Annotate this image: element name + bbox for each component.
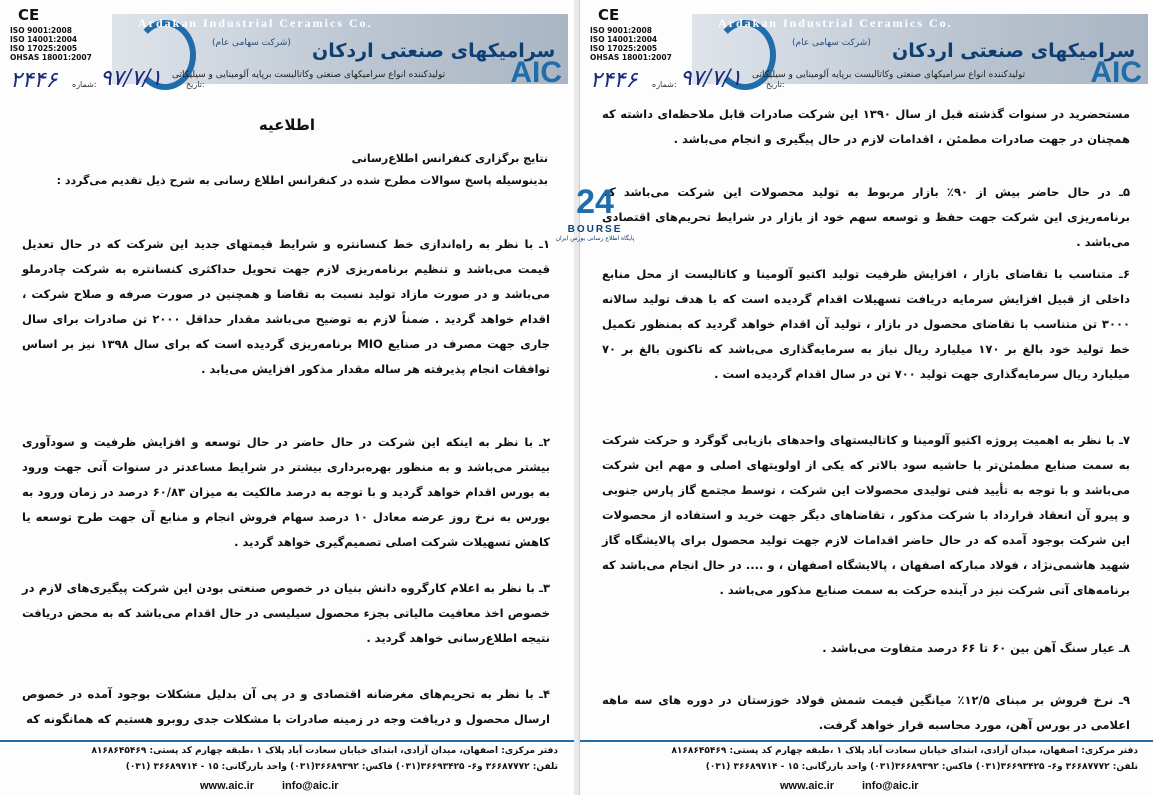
paragraph-8: ۸ـ عیار سنگ آهن بین ۶۰ تا ۶۶ درصد متفاوت می‌باشد . bbox=[822, 641, 1130, 655]
paragraph-3: ۳ـ با نظر به اعلام کارگروه دانش بنیان در خصوص صنعتی بودن این شرکت پیگیری‌های لازم در خصوص اخذ معافیت مالیاتی بجزء محصول سیلیسی در حال اقدام می‌باشد که به محض دریافت نتیجه اطلاع‌رسانی خواهد گردید . bbox=[22, 581, 550, 645]
footer-phones: تلفن: ۳۶۶۸۷۷۷۲ و۶- ۳۶۶۹۳۴۲۵(۰۳۱) فاکس: ۳۶۶۸۹۳۹۲(۰۳۱) واحد بازرگانی: ۱۵ - ۳۶۶۸۹۷۱۴ (۰۳۱) bbox=[125, 762, 558, 772]
document-page-right bbox=[579, 0, 1153, 795]
number-label: شماره: bbox=[72, 80, 97, 89]
watermark-brand: BOURSE bbox=[567, 224, 623, 235]
paragraph-9: ۹ـ نرخ فروش بر مبنای ۱۲/۵٪ میانگین قیمت شمش فولاد خوزستان در دوره های سه ماهه اعلامی در بورس آهن، مورد محاسبه قرار خواهد گرفت. bbox=[602, 693, 1131, 732]
date-number-row bbox=[10, 66, 250, 96]
paragraph-1: ۱ـ با نظر به راه‌اندازی خط کنسانتره و شرایط قیمتهای جدید این شرکت که در حال تعدیل قیمت می‌باشد و تنظیم برنامه‌ریزی لازم جهت تحویل حداکثری کنسانتره به شرکت چادرملو می‌باشد و در صورت مازاد تولید نسبت به تقاضا و همچنین در صورت صرفه و صلاح شرکت ، اقدام خواهد گردید . ضمناً لازم به توضیح می‌باشد مقدار حداقل ۲۰۰۰ تن صادرات برای سال جاری جهت مصرف در صنایع MIO برنامه‌ریزی گردیده است که برای سال ۱۳۹۸ نیز بر اساس توافقات انجام پذیرفته هر ساله مقدار مذکور افزایش می‌یابد . bbox=[22, 237, 551, 376]
brand-logo: AIC bbox=[1090, 56, 1142, 89]
company-name-fa: سرامیکهای صنعتی اردکان bbox=[892, 40, 1136, 62]
footer bbox=[580, 740, 1153, 795]
handwritten-date: ۹۷/۷/۱ bbox=[100, 66, 163, 91]
company-type: (شرکت سهامی عام) bbox=[212, 38, 291, 48]
letterhead bbox=[0, 0, 574, 118]
date-number-row bbox=[590, 66, 830, 96]
paragraph-4: ۴ـ با نظر به تحریم‌های مغرضانه اقتصادی و در پی آن بدلیل مشکلات بوجود آمده در خصوص ارسال محصول و دریافت وجه در زمینه صادرات با مشکلات جدی روبرو هستیم که همانگونه که bbox=[22, 687, 550, 726]
footer-address: دفتر مرکزی: اصفهان، میدان آزادی، ابتدای خیابان سعادت آباد پلاک ۱ ،طبقه چهارم کد پستی: ۸۱۶۸۶۴۵۴۶۹ bbox=[671, 746, 1138, 756]
watermark-number: 24 bbox=[576, 183, 614, 221]
website-link[interactable]: www.aic.ir bbox=[200, 780, 255, 792]
footer-address: دفتر مرکزی: اصفهان، میدان آزادی، ابتدای خیابان سعادت آباد پلاک ۱ ،طبقه چهارم کد پستی: ۸۱۶۸۶۴۵۴۶۹ bbox=[91, 746, 558, 756]
certifications: ISO 9001:2008 ISO 14001:2004 ISO 17025:2005 OHSAS 18001:2007 bbox=[10, 26, 92, 62]
number-label: شماره: bbox=[652, 80, 677, 89]
handwritten-date: ۹۷/۷/۱ bbox=[680, 66, 743, 91]
company-type: (شرکت سهامی عام) bbox=[792, 38, 871, 48]
subtitle: نتایج برگزاری کنفرانس اطلاع‌رسانی bbox=[351, 152, 548, 165]
paragraph-7: ۷ـ با نظر به اهمیت پروژه اکتیو آلومینا و کاتالیستهای واحدهای بازیابی گوگرد و حرکت شرکت به سمت صنایع مطمئن‌تر با حاشیه سود بالاتر که یکی از اولویتهای اصلی و مهم این شرکت می‌باشد و با توجه به تأیید فنی تولیدی محصولات این شرکت ، توسط مجتمع گاز پارس جنوبی و پیرو آن انعقاد قرارداد با شرکت مذکور ، تقاضاهای دیگر جهت خرید و استفاده از محصولات این شرکت بوجود آمده که در حال حاضر اقدامات لازم جهت تولید محصول برای پالایشگاه گاز شهید هاشمی‌نژاد ، فولاد مبارکه اصفهان ، پالایشگاه اصفهان ، و .... در حال انجام می‌باشد که برنامه‌های آتی شرکت نیز در آینده حرکت به سمت صنایع مذکور می‌باشد . bbox=[602, 433, 1130, 597]
company-tagline: تولیدکننده انواع سرامیکهای صنعتی وکاتالیست برپایه آلومینایی و سیلیکاتی bbox=[752, 70, 1026, 80]
company-tagline: تولیدکننده انواع سرامیکهای صنعتی وکاتالیست برپایه آلومینایی و سیلیکاتی bbox=[172, 70, 446, 80]
handwritten-number: ۲۴۴۶ bbox=[590, 68, 638, 93]
date-label: تاریخ: bbox=[766, 80, 785, 89]
brand-logo: AIC bbox=[510, 56, 562, 89]
footer bbox=[0, 740, 574, 795]
paragraph-5: ۵ـ در حال حاضر بیش از ۹۰٪ بازار مربوط به تولید محصولات این شرکت می‌باشد که برنامه‌ریزی این شرکت جهت حفظ و توسعه سهم خود از بازار در شرایط تحریم‌های اقتصادی می‌باشد . bbox=[602, 185, 1130, 249]
company-name-fa: سرامیکهای صنعتی اردکان bbox=[312, 40, 556, 62]
intro-text: بدینوسیله پاسخ سوالات مطرح شده در کنفرانس اطلاع رسانی به شرح ذیل تقدیم می‌گردد : bbox=[56, 174, 548, 187]
email-link[interactable]: info@aic.ir bbox=[862, 780, 919, 792]
paragraph-4-continued: مستحضرید در سنوات گذشته قبل از سال ۱۳۹۰ این شرکت صادرات قابل ملاحظه‌ای داشته که همچنان در جهت صادرات مطمئن ، اقدامات لازم در حال پیگیری و انجام می‌باشد . bbox=[602, 107, 1130, 146]
email-link[interactable]: info@aic.ir bbox=[282, 780, 339, 792]
watermark-tagline: پایگاه اطلاع رسانی بورس ایران bbox=[555, 235, 635, 242]
document-page-left bbox=[0, 0, 574, 795]
paragraph-2: ۲ـ با نظر به اینکه این شرکت در حال حاضر در حال توسعه و افزایش ظرفیت و سودآوری بیشتر می‌باشد و به منظور بهره‌برداری بیشتر در شرایط مساعدتر در سنوات آتی جهت ورود به بورس اقدام خواهد گردید و با توجه به درصد مالکیت به میزان ۶۰/۸۳ درصد در زمان ورود به بورس به نرخ روز عرضه معادل ۱۰ درصد سهام فروش انجام و منابع آن جهت طرح توسعه یا کاهش تسهیلات شرکت اصلی تصمیم‌گیری خواهد گردید . bbox=[22, 435, 550, 549]
paragraph-6: ۶ـ متناسب با تقاضای بازار ، افزایش ظرفیت تولید اکتیو آلومینا و کاتالیست از محل منابع داخلی از قبیل افزایش سرمایه دریافت تسهیلات اقدام گردیده است که با هدف تولید سالانه ۳۰۰۰ تن متناسب با تقاضای محصول در بازار ، تولید آن اقدام خواهد گردید که بمنظور تکمیل خط تولید خود بالغ بر ۱۷۰ میلیارد ریال نیاز به سرمایه‌گذاری می‌باشد که تاکنون بالغ بر ۷۰ میلیارد ریال سرمایه‌گذاری جهت تولید ۷۰۰ تن در سال اقدام گردیده است . bbox=[602, 267, 1130, 381]
handwritten-number: ۲۴۴۶ bbox=[10, 68, 58, 93]
ce-mark: CE bbox=[598, 6, 620, 24]
company-name-en: Ardakan Industrial Ceramics Co. bbox=[138, 16, 373, 30]
certifications: ISO 9001:2008 ISO 14001:2004 ISO 17025:2005 OHSAS 18001:2007 bbox=[590, 26, 672, 62]
date-label: تاریخ: bbox=[186, 80, 205, 89]
website-link[interactable]: www.aic.ir bbox=[780, 780, 835, 792]
ce-mark: CE bbox=[18, 6, 40, 24]
company-name-en: Ardakan Industrial Ceramics Co. bbox=[718, 16, 953, 30]
bourse24-watermark bbox=[555, 180, 635, 260]
footer-phones: تلفن: ۳۶۶۸۷۷۷۲ و۶- ۳۶۶۹۳۴۲۵(۰۳۱) فاکس: ۳۶۶۸۹۳۹۲(۰۳۱) واحد بازرگانی: ۱۵ - ۳۶۶۸۹۷۱۴ (۰۳۱) bbox=[705, 762, 1138, 772]
page-title: اطلاعیه bbox=[258, 116, 316, 134]
letterhead bbox=[580, 0, 1153, 118]
